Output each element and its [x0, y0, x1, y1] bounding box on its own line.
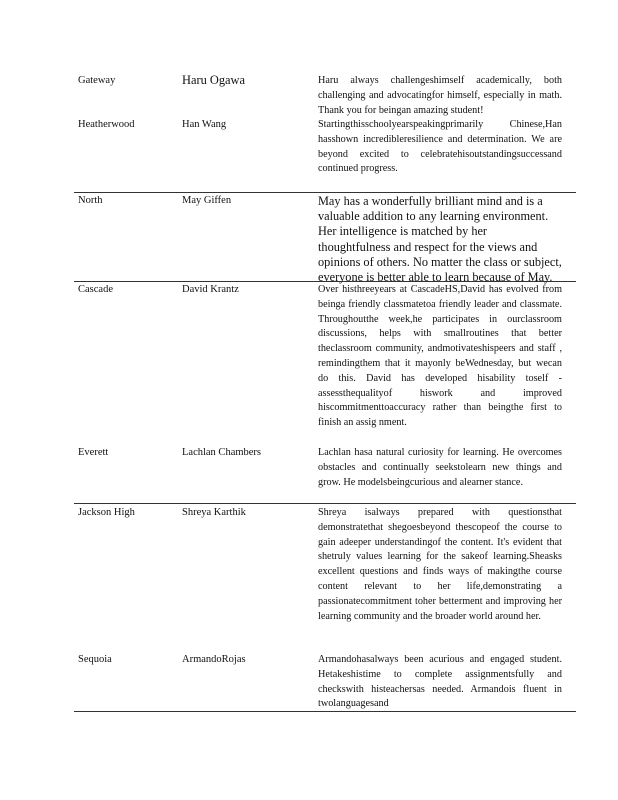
student-name: Lachlan Chambers — [182, 447, 262, 458]
school-name: Everett — [78, 447, 109, 458]
school-name: North — [78, 195, 103, 206]
student-comment: May has a wonderfully brilliant mind and is a valuable addition to any learning environment. Her intelligence is matched by her thoughtfulness and respect for the views and opinions of others. No matter the class or subject, everyone is better able to learn because of May. — [318, 194, 562, 285]
school-name: Cascade — [78, 284, 113, 295]
table-row — [74, 506, 576, 650]
school-name: Heatherwood — [78, 119, 135, 130]
student-name: Han Wang — [182, 119, 227, 130]
school-name: Jackson High — [78, 507, 135, 518]
student-name: May Giffen — [182, 195, 232, 206]
student-comment: Haru always challengeshimself academically, both challenging and advocatingfor himself, especially in math. Thank you for beingan amazing student! — [318, 75, 562, 116]
student-name: Shreya Karthik — [182, 507, 246, 518]
row-divider — [74, 281, 576, 282]
student-comment: Lachlan hasa natural curiosity for learning. He overcomes obstacles and continually seekstolearn new things and grow. He modelsbeingcurious and alearner stance. — [318, 447, 562, 488]
row-divider — [74, 711, 576, 712]
student-name: Haru Ogawa — [182, 73, 245, 87]
table-row — [74, 118, 576, 190]
table-row — [74, 74, 576, 118]
row-divider — [74, 503, 576, 504]
school-name: Sequoia — [78, 654, 112, 665]
student-name: David Krantz — [182, 284, 239, 295]
student-comment: Shreya isalways prepared with questionsthat demonstratethat shegoesbeyond thescopeof the course to gain adeeper understandingof the content. It's evident that shetruly values learning for the sakeof learning.Sheasks excellent questions and finds ways of makingthe course content relevant to her life,demonstrating a passionatecommitment toher betterment and improving her learning community and the broader world around her. — [318, 507, 562, 622]
table-row — [74, 283, 576, 443]
table-row — [74, 653, 576, 709]
student-comment: Startingthisschoolyearspeakingprimarily Chinese,Han hasshown incredibleresilience and determination. We are beyond excited to celebratehisoutstandingsuccessand continued progress. — [318, 119, 562, 175]
student-comment: Over histhreeyears at CascadeHS,David has evolved from beinga friendly classmatetoa friendly leader and classmate. Throughoutthe week,he participates in ourclassroom discussions, helps with smallroutines that better theclassroom community, andmotivateshispeers and staff , remindingthem that it mayonly beWednesday, but wecan do this. David has developed hisability toself -assessthequalityof hiswork and improved hiscommitmenttoaccuracy rather than beingthe first to finish an assig nment. — [318, 284, 562, 429]
student-name: ArmandoRojas — [182, 654, 246, 665]
school-name: Gateway — [78, 75, 116, 86]
table-row — [74, 446, 576, 502]
table-row — [74, 194, 576, 285]
student-comment: Armandohasalways been acurious and engaged student. Hetakeshistime to complete assignmentsfully and checkswith histeachersas needed. Armandois fluent in twolanguagesand — [318, 654, 562, 710]
row-divider — [74, 192, 576, 193]
